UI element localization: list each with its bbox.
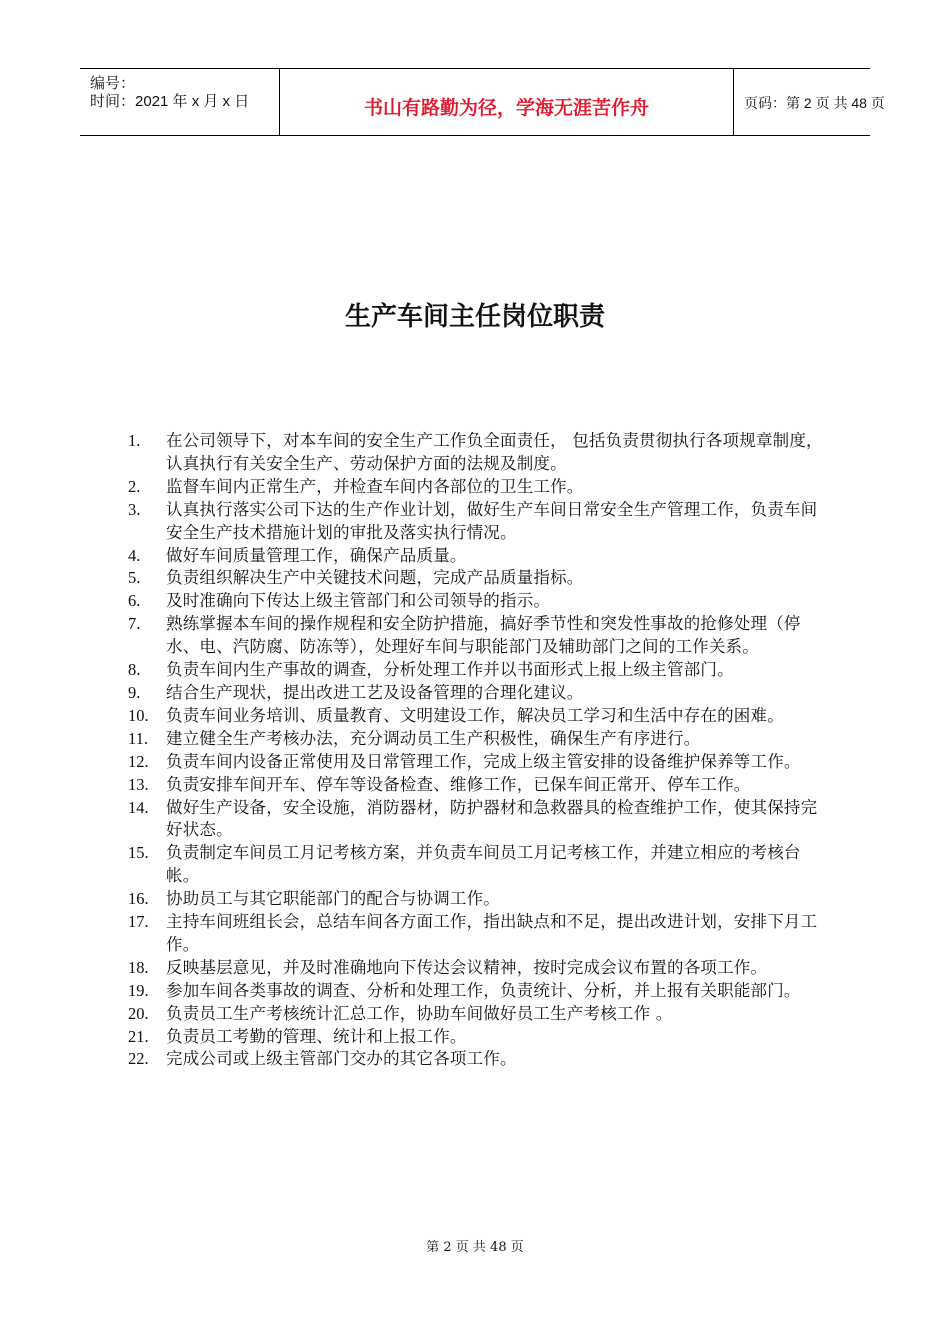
list-item-number: 20. bbox=[128, 1003, 149, 1023]
list-item-text: 负责车间内生产事故的调查，分析处理工作并以书面形式上报上级主管部门。 bbox=[166, 660, 734, 680]
list-item bbox=[128, 797, 828, 843]
list-item-number: 11. bbox=[128, 728, 149, 748]
list-item-number: 13. bbox=[128, 774, 149, 794]
list-item bbox=[128, 430, 828, 476]
header-page-cell bbox=[734, 69, 885, 135]
list-item bbox=[128, 728, 828, 751]
list-item-text: 主持车间班组长会，总结车间各方面工作，指出缺点和不足，提出改进计划，安排下月工作。 bbox=[166, 912, 818, 954]
list-item-text: 熟练掌握本车间的操作规程和安全防护措施，搞好季节性和突发性事故的抢修处理（停水、电、汽防腐、防冻等），处理好车间与职能部门及辅助部门之间的工作关系。 bbox=[166, 614, 801, 657]
list-item-text: 负责安排车间开车、停车等设备检查、维修工作，已保车间正常开、停车工作。 bbox=[166, 774, 751, 794]
list-item-text: 负责员工生产考核统计汇总工作，协助车间做好员工生产考核工作 。 bbox=[166, 1003, 673, 1023]
list-item-number: 3. bbox=[128, 499, 141, 519]
list-item bbox=[128, 888, 828, 911]
list-item-number: 17. bbox=[128, 912, 149, 932]
list-item-number: 10. bbox=[128, 705, 149, 725]
list-item-number: 9. bbox=[128, 682, 141, 702]
list-item bbox=[128, 774, 828, 797]
list-item bbox=[128, 567, 828, 590]
time-label: 时间：2021 年 x 月 x 日 bbox=[90, 93, 250, 110]
list-item-number: 16. bbox=[128, 889, 149, 909]
list-item bbox=[128, 545, 828, 568]
list-item-text: 反映基层意见，并及时准确地向下传达会议精神，按时完成会议布置的各项工作。 bbox=[166, 957, 768, 977]
list-item bbox=[128, 590, 828, 613]
document-title: 生产车间主任岗位职责 bbox=[344, 302, 605, 332]
list-item-text: 结合生产现状，提出改进工艺及设备管理的合理化建议。 bbox=[166, 682, 584, 702]
list-item-number: 1. bbox=[128, 431, 141, 450]
list-item bbox=[128, 842, 828, 888]
list-item-number: 2. bbox=[128, 476, 141, 496]
list-item-text: 负责员工考勤的管理、统计和上报工作。 bbox=[166, 1026, 467, 1046]
list-item-text: 做好生产设备，安全设施，消防器材，防护器材和急救器具的检查维护工作，使其保持完好状态。 bbox=[166, 797, 818, 840]
list-item-number: 5. bbox=[128, 568, 141, 588]
list-item-text: 建立健全生产考核办法，充分调动员工生产积极性，确保生产有序进行。 bbox=[166, 728, 701, 748]
list-item-number: 18. bbox=[128, 957, 149, 977]
list-item-number: 19. bbox=[128, 980, 149, 1000]
list-item-text: 参加车间各类事故的调查、分析和处理工作，负责统计、分析，并上报有关职能部门。 bbox=[166, 980, 801, 1000]
list-item-number: 15. bbox=[128, 843, 149, 863]
list-item bbox=[128, 1003, 828, 1026]
list-item-number: 8. bbox=[128, 660, 141, 680]
list-item bbox=[128, 911, 828, 957]
list-item bbox=[128, 1026, 828, 1049]
list-item-text: 做好车间质量管理工作，确保产品质量。 bbox=[166, 545, 467, 565]
list-item bbox=[128, 1048, 828, 1071]
header-info-cell bbox=[80, 69, 280, 135]
list-item-text: 负责制定车间员工月记考核方案，并负责车间员工月记考核工作，并建立相应的考核台帐。 bbox=[166, 843, 801, 886]
list-item-number: 22. bbox=[128, 1049, 149, 1069]
list-item-text: 完成公司或上级主管部门交办的其它各项工作。 bbox=[166, 1049, 517, 1069]
list-item-text: 负责车间业务培训、质量教育、文明建设工作，解决员工学习和生活中存在的困难。 bbox=[166, 705, 784, 725]
list-item-text: 负责车间内设备正常使用及日常管理工作，完成上级主管安排的设备维护保养等工作。 bbox=[166, 751, 801, 771]
motto-text: 书山有路勤为径，学海无涯苦作舟 bbox=[363, 97, 649, 119]
document-header bbox=[80, 68, 885, 136]
list-item-number: 4. bbox=[128, 545, 141, 565]
list-item-text: 认真执行落实公司下达的生产作业计划，做好生产车间日常安全生产管理工作，负责车间安全生产技术措施计划的审批及落实执行情况。 bbox=[166, 499, 818, 542]
list-item-text: 及时准确向下传达上级主管部门和公司领导的指示。 bbox=[166, 591, 551, 611]
list-item-text: 负责组织解决生产中关键技术问题，完成产品质量指标。 bbox=[166, 568, 584, 588]
page-code: 页码：第 2 页 共 48 页 bbox=[744, 95, 885, 111]
header-motto-cell bbox=[280, 69, 734, 135]
list-item-number: 6. bbox=[128, 591, 141, 611]
list-item bbox=[128, 705, 828, 728]
number-label: 编号： bbox=[90, 75, 136, 92]
list-item-number: 21. bbox=[128, 1026, 149, 1046]
list-item bbox=[128, 957, 828, 980]
list-item bbox=[128, 499, 828, 545]
list-item bbox=[128, 980, 828, 1003]
list-item-text: 在公司领导下，对本车间的安全生产工作负全面责任， 包括负责贯彻执行各项规章制度，认真执行有关安全生产、劳动保护方面的法规及制度。 bbox=[166, 431, 823, 473]
list-item bbox=[128, 682, 828, 705]
list-item-number: 14. bbox=[128, 797, 149, 817]
list-item bbox=[128, 659, 828, 682]
duty-list bbox=[128, 430, 828, 1071]
list-item-text: 协助员工与其它职能部门的配合与协调工作。 bbox=[166, 889, 500, 909]
list-item bbox=[128, 613, 828, 659]
list-item bbox=[128, 476, 828, 499]
list-item-number: 12. bbox=[128, 751, 149, 771]
list-item-text: 监督车间内正常生产，并检查车间内各部位的卫生工作。 bbox=[166, 476, 584, 496]
page-footer: 第 2 页 共 48 页 bbox=[426, 1240, 524, 1255]
list-item-number: 7. bbox=[128, 614, 141, 634]
list-item bbox=[128, 751, 828, 774]
